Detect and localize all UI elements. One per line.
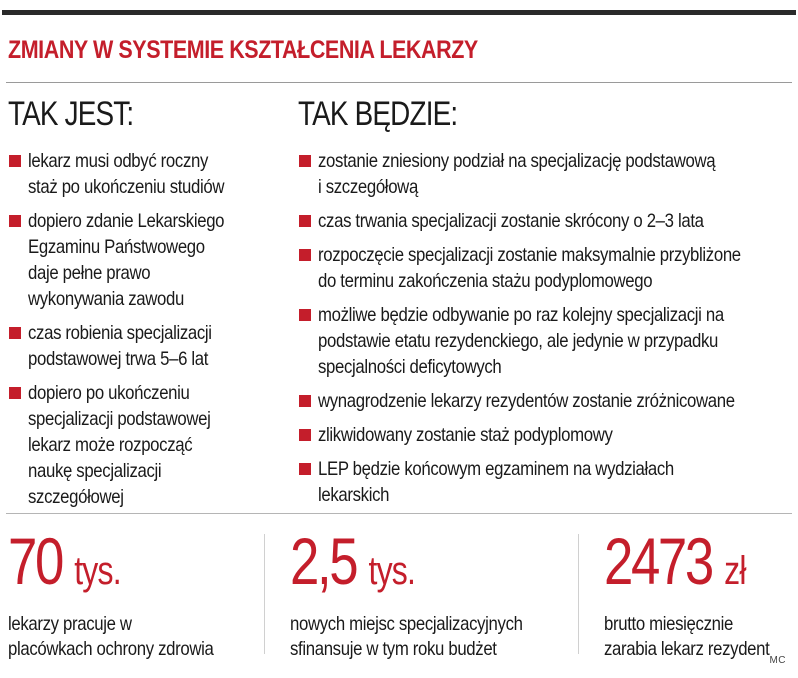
square-bullet-icon	[9, 155, 21, 167]
list-item-line: lekarz może rozpocząć	[28, 434, 193, 456]
square-bullet-icon	[299, 395, 311, 407]
list-item-line: daje pełne prawo	[28, 262, 151, 284]
list-item-line: możliwe będzie odbywanie po raz kolejny specjalizacji na	[318, 304, 724, 326]
stat-description: lekarzy pracuje w placówkach ochrony zdrowia	[8, 613, 214, 660]
list-item-text	[28, 148, 224, 200]
list-item	[8, 380, 278, 510]
list-item-line: specjalności deficytowych	[318, 356, 502, 378]
heading-tak-bedzie: TAK BĘDZIE:	[298, 95, 458, 133]
list-item-text	[28, 208, 224, 312]
list-item	[8, 320, 278, 372]
list-item	[8, 208, 278, 312]
square-bullet-icon	[299, 249, 311, 261]
stat-separator	[578, 534, 579, 654]
stat-description: nowych miejsc specjalizacyjnych sfinansuje w tym roku budżet	[290, 613, 523, 660]
current-state-list	[8, 148, 278, 518]
list-item-line: Egzaminu Państwowego	[28, 236, 205, 258]
list-item-text	[318, 456, 674, 508]
author-credit: MC	[769, 655, 786, 666]
list-item-line: podstawowej trwa 5–6 lat	[28, 348, 209, 370]
future-state-list	[298, 148, 798, 516]
list-item-line: dopiero zdanie Lekarskiego	[28, 210, 225, 232]
list-item-text	[318, 148, 715, 200]
square-bullet-icon	[299, 215, 311, 227]
list-item-text	[318, 208, 704, 234]
list-item-line: wykonywania zawodu	[28, 288, 185, 310]
square-bullet-icon	[9, 327, 21, 339]
list-item	[298, 388, 798, 414]
list-item-line: zlikwidowany zostanie staż podyplomowy	[318, 424, 613, 446]
list-item-line: wynagrodzenie lekarzy rezydentów zostanie zróżnicowane	[318, 390, 735, 412]
list-item	[298, 302, 798, 380]
list-item-line: podstawie etatu rezydenckiego, ale jedynie w przypadku	[318, 330, 719, 352]
stat-separator	[264, 534, 265, 654]
stat-description: brutto miesięcznie zarabia lekarz rezydent	[604, 613, 770, 660]
list-item-line: naukę specjalizacji	[28, 460, 162, 482]
list-item-line: czas robienia specjalizacji	[28, 322, 212, 344]
list-item-line: zostanie zniesiony podział na specjalizację podstawową	[318, 150, 716, 172]
square-bullet-icon	[299, 429, 311, 441]
stat-value: 70 tys.	[8, 524, 121, 598]
list-item	[298, 148, 798, 200]
list-item-line: rozpoczęcie specjalizacji zostanie maksymalnie przybliżone	[318, 244, 741, 266]
list-item-line: dopiero po ukończeniu	[28, 382, 190, 404]
list-item-line: czas trwania specjalizacji zostanie skrócony o 2–3 lata	[318, 210, 704, 232]
stat-value: 2,5 tys.	[290, 524, 416, 598]
list-item	[298, 456, 798, 508]
square-bullet-icon	[299, 463, 311, 475]
infographic-title: ZMIANY W SYSTEMIE KSZTAŁCENIA LEKARZY	[8, 36, 478, 64]
list-item-text	[28, 380, 210, 510]
list-item	[298, 208, 798, 234]
stats-divider	[6, 513, 792, 514]
list-item-text	[318, 388, 735, 414]
square-bullet-icon	[299, 155, 311, 167]
list-item-text	[318, 422, 613, 448]
list-item-line: lekarskich	[318, 484, 390, 506]
stat-resident-salary	[604, 524, 796, 662]
stat-doctors-count	[8, 524, 247, 662]
list-item	[298, 422, 798, 448]
list-item-line: lekarz musi odbyć roczny	[28, 150, 209, 172]
list-item-text	[28, 320, 212, 372]
list-item-line: LEP będzie końcowym egzaminem na wydziałach	[318, 458, 674, 480]
list-item-line: szczegółowej	[28, 486, 124, 508]
list-item-text	[318, 302, 724, 380]
heading-tak-jest: TAK JEST:	[8, 95, 134, 133]
list-item-text	[318, 242, 741, 294]
stat-value: 2473 zł	[604, 524, 746, 598]
top-rule	[2, 10, 796, 15]
list-item	[298, 242, 798, 294]
square-bullet-icon	[299, 309, 311, 321]
list-item-line: i szczegółową	[318, 176, 418, 198]
stat-new-positions	[290, 524, 560, 662]
list-item-line: staż po ukończeniu studiów	[28, 176, 225, 198]
title-divider	[6, 82, 792, 83]
square-bullet-icon	[9, 215, 21, 227]
list-item-line: do terminu zakończenia stażu podyplomowego	[318, 270, 653, 292]
list-item-line: specjalizacji podstawowej	[28, 408, 211, 430]
list-item	[8, 148, 278, 200]
square-bullet-icon	[9, 387, 21, 399]
